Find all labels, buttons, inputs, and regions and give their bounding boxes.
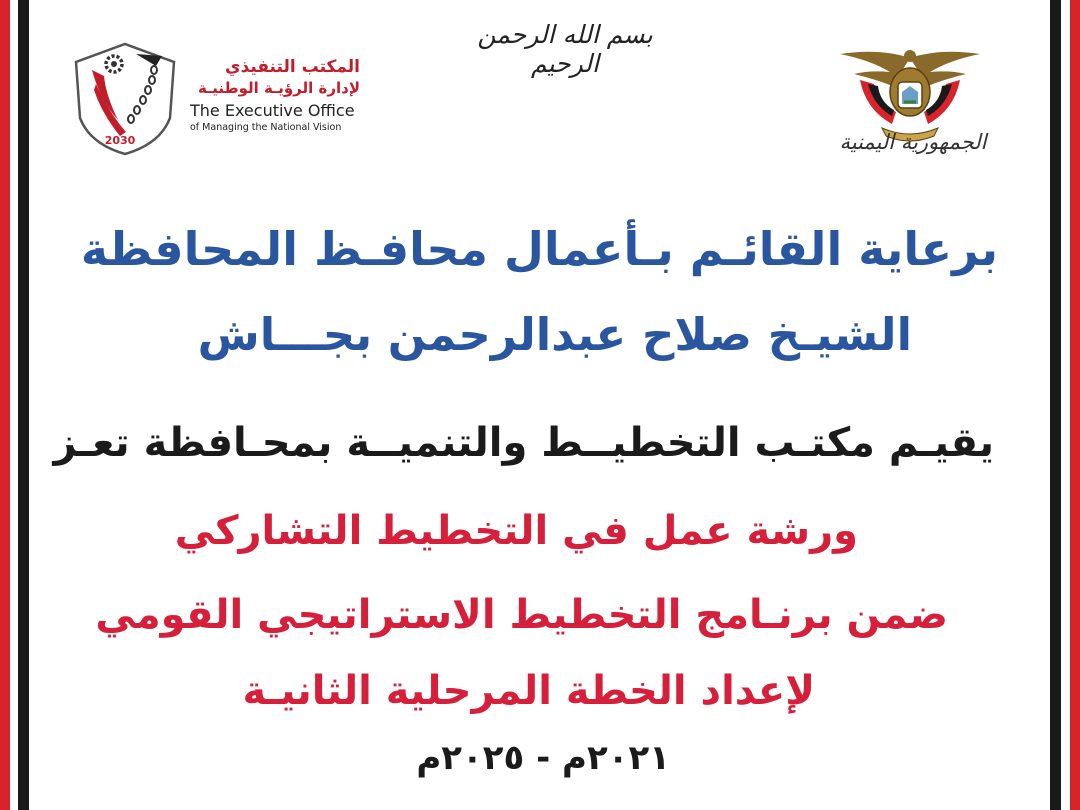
right-white-stripe xyxy=(1061,0,1070,810)
executive-office-name-en-line1: The Executive Office xyxy=(190,101,355,120)
phase-plan-line: لإعداد الخطة المرحلية الثانيـة xyxy=(242,668,815,714)
date-range: ٢٠٢١م - ٢٠٢٥م xyxy=(416,738,670,778)
left-white-stripe xyxy=(10,0,18,810)
left-red-stripe xyxy=(0,0,10,810)
executive-office-name-block xyxy=(190,56,365,134)
right-red-stripe xyxy=(1070,0,1080,810)
executive-office-name-en-line2: of Managing the National Vision xyxy=(190,122,342,133)
organizer-line: يقيـم مكتـب التخطيــط والتنميــة بمحـافظة تعـز xyxy=(53,420,994,466)
patronage-line: برعاية القائـم بـأعمال محافـظ المحافظة xyxy=(80,222,998,276)
program-line: ضمن برنـامج التخطيط الاستراتيجي القومي xyxy=(95,592,948,638)
republic-of-yemen-label: الجمهورية اليمنية xyxy=(839,130,987,154)
sheikh-name-line: الشيـخ صلاح عبدالرحمن بجـــاش xyxy=(197,308,912,361)
left-black-stripe xyxy=(18,0,29,810)
basmala-calligraphy: بسم الله الرحمن الرحيم xyxy=(477,20,653,78)
executive-office-name-ar-line1: المكتب التنفيذي xyxy=(224,57,360,77)
workshop-title-line: ورشة عمل في التخطيط التشاركي xyxy=(174,508,858,554)
executive-office-name-ar-line2: لإدارة الرؤيـة الوطنيـة xyxy=(197,79,360,97)
logo-year-label: 2030 xyxy=(104,134,136,147)
right-black-stripe xyxy=(1050,0,1061,810)
executive-office-logo-icon xyxy=(70,40,180,158)
